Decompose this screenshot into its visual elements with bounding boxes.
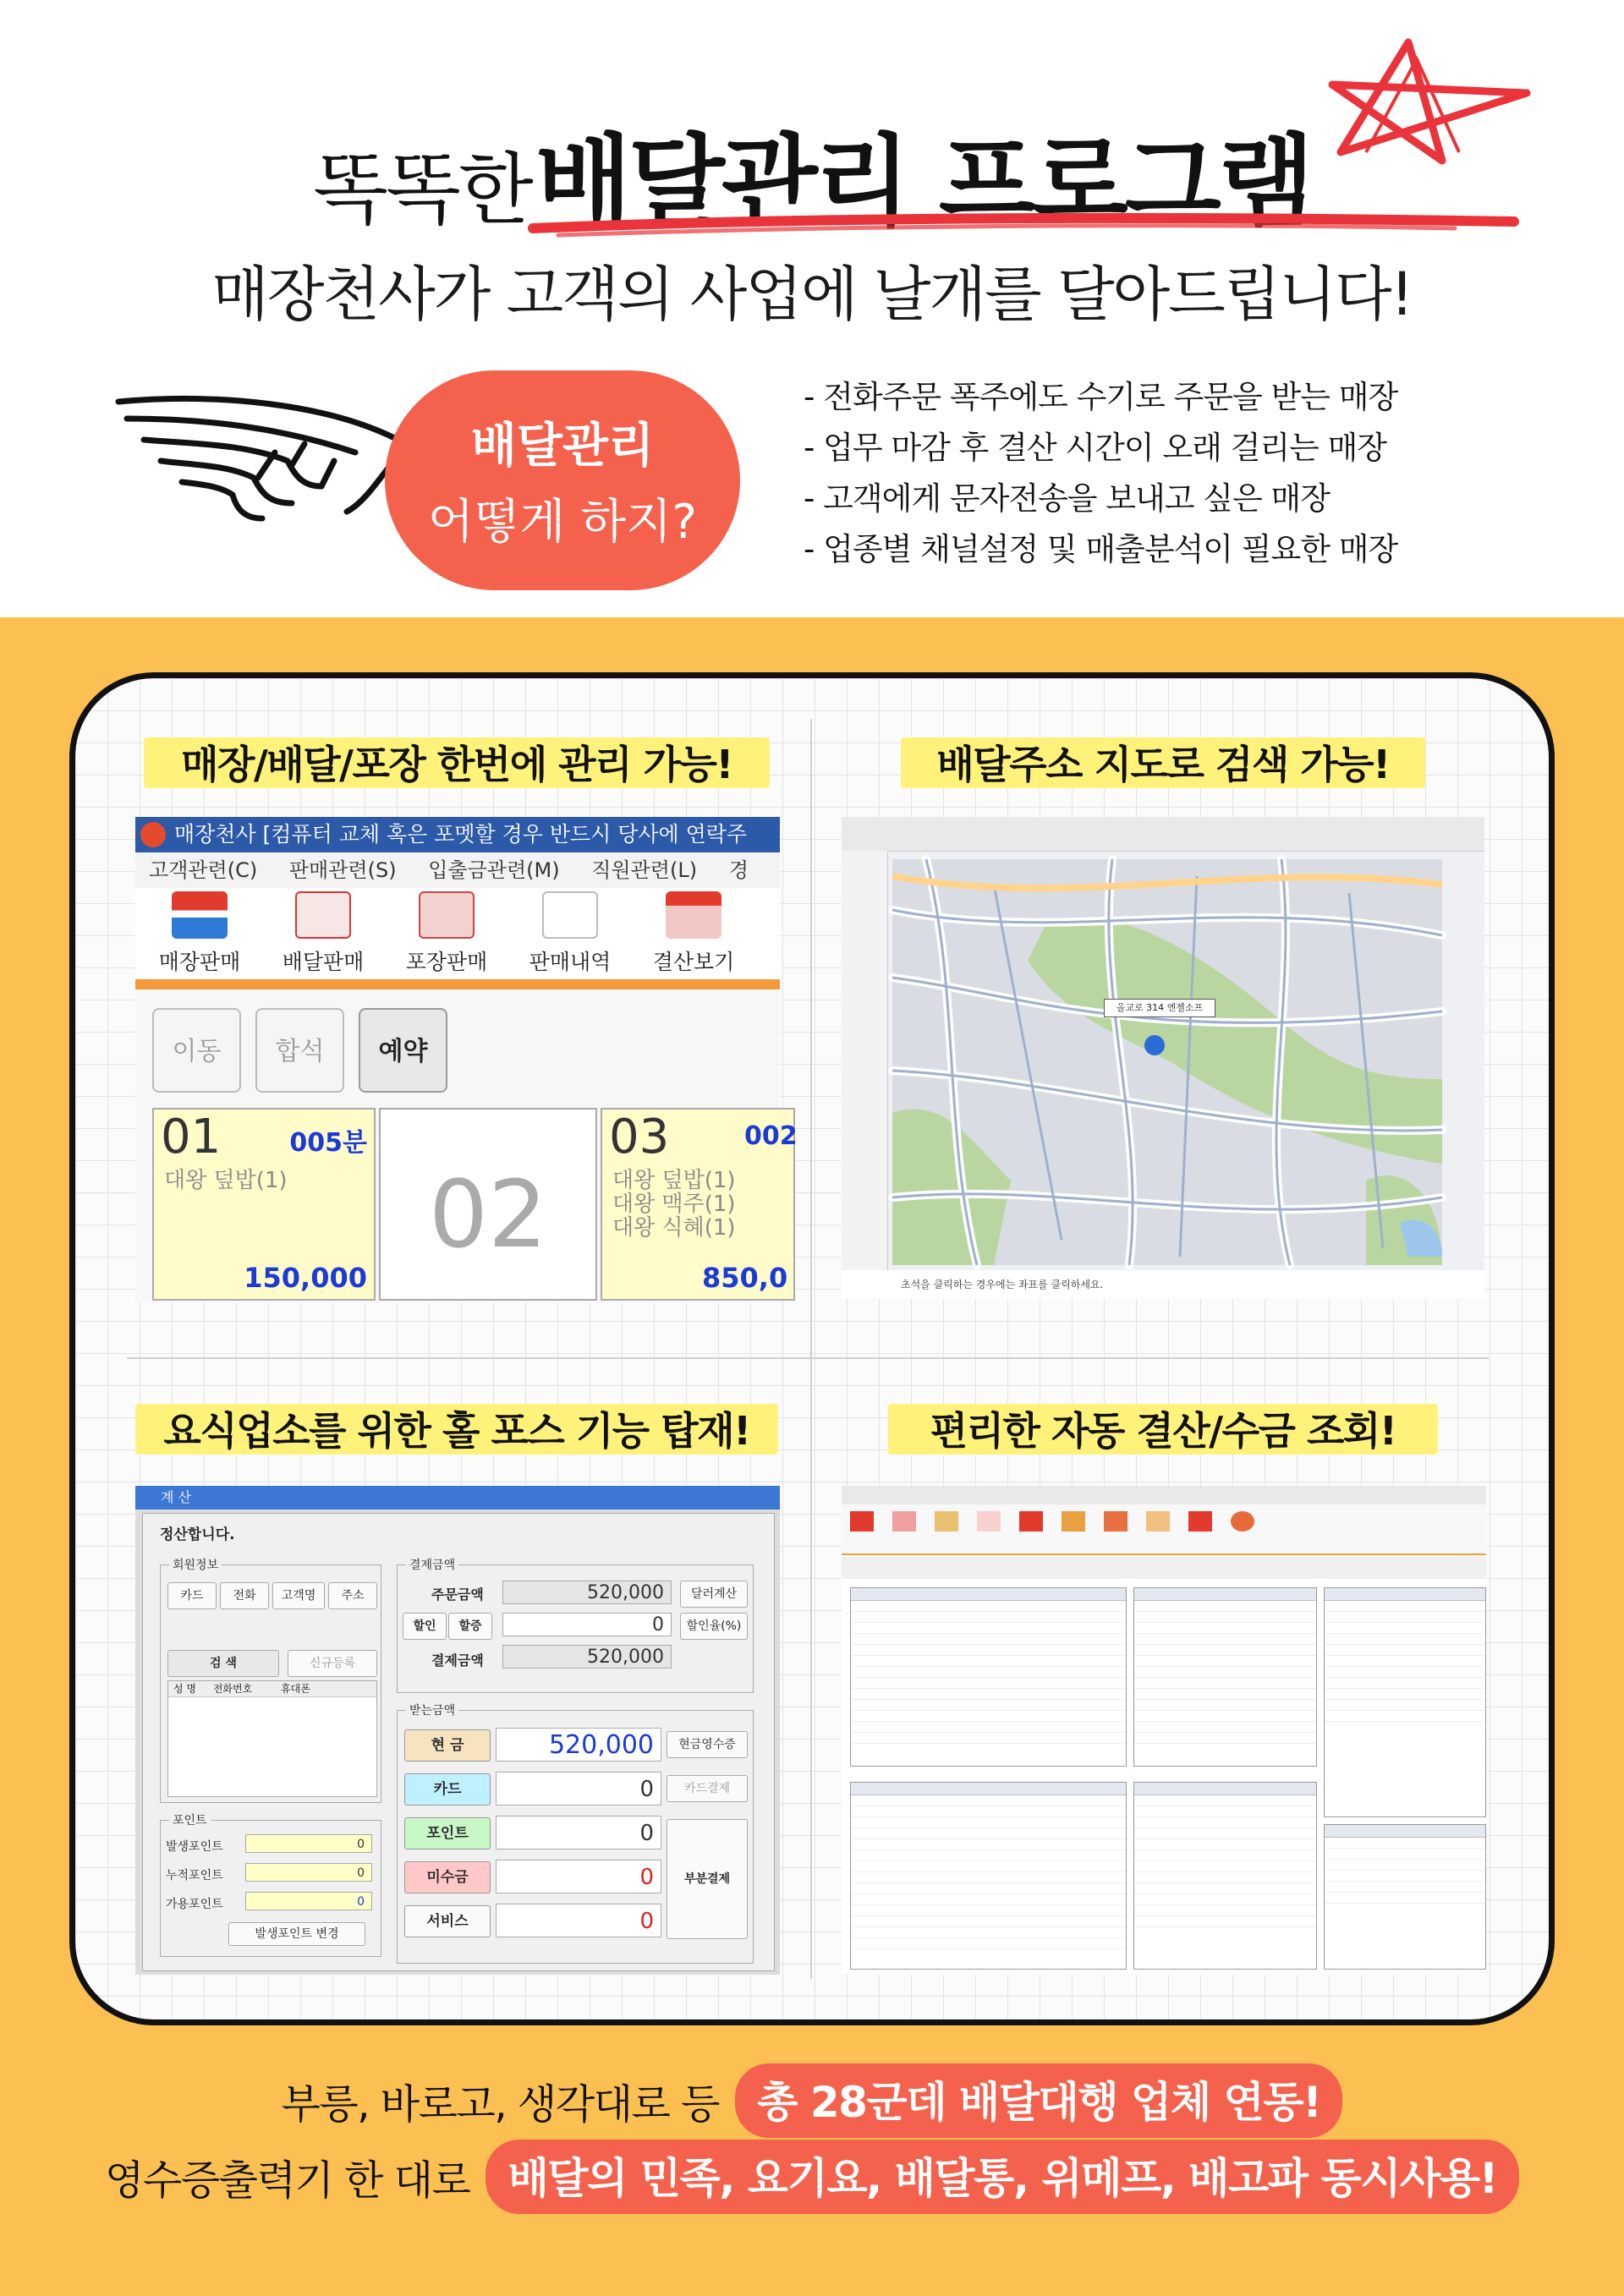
member-tab-card[interactable]: 카드 bbox=[167, 1582, 217, 1609]
bullet-list bbox=[804, 372, 1397, 575]
menu-item[interactable]: 직원관련(L) bbox=[591, 858, 698, 882]
table-number: 02 bbox=[429, 1160, 547, 1269]
pill-line1: 배달관리 bbox=[470, 419, 655, 474]
map-view[interactable] bbox=[892, 859, 1442, 1265]
toolbar-delivery-sale[interactable] bbox=[264, 891, 382, 976]
points-label: 가용포인트 bbox=[166, 1898, 223, 1911]
toolbar-takeout-sale[interactable] bbox=[387, 891, 506, 976]
map-status: 초석을 클릭하는 경우에는 좌표를 클릭하세요. bbox=[842, 1270, 1484, 1299]
screenshot-auto-settlement bbox=[842, 1486, 1486, 1975]
col-phone: 전화번호 bbox=[212, 1683, 253, 1695]
map-roads-icon bbox=[892, 859, 1442, 1265]
method-value[interactable]: 0 bbox=[496, 1860, 661, 1893]
member-list[interactable] bbox=[167, 1680, 377, 1797]
card-pay-button[interactable]: 카드결제 bbox=[667, 1775, 748, 1802]
calculator-icon bbox=[666, 891, 721, 939]
print-options-table[interactable] bbox=[1324, 1824, 1486, 1970]
bottom-text: 영수증출력기 한 대로 bbox=[105, 2156, 470, 2205]
toolbar-store-sale[interactable] bbox=[140, 891, 259, 976]
col-mobile: 휴대폰 bbox=[281, 1683, 310, 1695]
bullet-item: - 전화주문 폭주에도 수기로 주문을 받는 매장 bbox=[804, 379, 1398, 415]
points-change-button[interactable]: 발생포인트 변경 bbox=[228, 1922, 365, 1946]
discount-value[interactable]: 0 bbox=[502, 1613, 672, 1636]
vertical-divider bbox=[810, 719, 812, 1979]
group-label: 결제금액 bbox=[406, 1556, 458, 1573]
order-amount-label: 주문금액 bbox=[431, 1586, 484, 1603]
settle-value: 520,000 bbox=[502, 1645, 672, 1669]
screenshot-store-sales bbox=[135, 817, 798, 1302]
scooter-icon bbox=[295, 891, 351, 939]
search-button[interactable]: 검 색 bbox=[167, 1650, 279, 1677]
graph-icon bbox=[542, 891, 598, 939]
screenshot-pos-settlement bbox=[135, 1486, 780, 1975]
toolbar-icon[interactable] bbox=[1104, 1511, 1127, 1532]
feature-heading-4: 편리한 자동 결산/수금 조회! bbox=[930, 1408, 1396, 1454]
dialog-heading: 정산합니다. bbox=[160, 1526, 235, 1543]
bottom-badge: 배달의 민족, 요기요, 배달통, 위메프, 배고파 동시사용! bbox=[486, 2140, 1519, 2214]
method-value[interactable]: 0 bbox=[496, 1772, 661, 1806]
method-receivable[interactable]: 미수금 bbox=[404, 1861, 491, 1893]
payment-status-table[interactable] bbox=[1133, 1587, 1317, 1767]
table-minutes: 005분 bbox=[289, 1128, 367, 1158]
feature-heading-2: 배달주소 지도로 검색 가능! bbox=[936, 742, 1390, 787]
table-number: 03 bbox=[609, 1110, 670, 1164]
cash-receipt-button[interactable]: 현금영수증 bbox=[667, 1731, 748, 1758]
brush-underline-icon bbox=[524, 203, 1522, 245]
toolbar-icon[interactable] bbox=[1188, 1511, 1212, 1532]
method-cash[interactable]: 현 금 bbox=[404, 1729, 491, 1762]
wing-icon bbox=[110, 385, 414, 529]
toolbar-icon[interactable] bbox=[892, 1511, 916, 1532]
subtitle: 매장천사가 고객의 사업에 날개를 달아드립니다! bbox=[211, 260, 1413, 329]
method-card[interactable]: 카드 bbox=[404, 1773, 491, 1806]
order-item: 대왕 맥주(1) bbox=[612, 1192, 736, 1217]
menu-item[interactable]: 판매관련(S) bbox=[288, 858, 397, 882]
table-01[interactable] bbox=[152, 1108, 376, 1301]
icon-toolbar bbox=[842, 1504, 1486, 1555]
col-name: 성 명 bbox=[173, 1683, 196, 1695]
bullet-item: - 업무 마감 후 결산 시간이 오래 걸리는 매장 bbox=[804, 430, 1387, 466]
toolbar-sales-history[interactable] bbox=[511, 891, 629, 976]
member-tab-name[interactable]: 고객명 bbox=[272, 1582, 325, 1609]
surcharge-button[interactable]: 할증 bbox=[448, 1613, 492, 1640]
bottom-line-1 bbox=[0, 2063, 1624, 2138]
member-tab-address[interactable]: 주소 bbox=[328, 1582, 377, 1609]
staff-sales-table[interactable] bbox=[850, 1782, 1127, 1970]
partial-pay-button[interactable]: 부분결제 bbox=[667, 1819, 748, 1939]
discount-button[interactable]: 할인 bbox=[403, 1613, 447, 1640]
bottom-line-2 bbox=[0, 2140, 1624, 2214]
toolbar-icon[interactable] bbox=[1019, 1511, 1043, 1532]
method-service[interactable]: 서비스 bbox=[404, 1905, 491, 1937]
filter-bar bbox=[842, 1557, 1486, 1579]
toolbar-label: 판매내역 bbox=[529, 950, 612, 974]
method-value[interactable]: 0 bbox=[496, 1904, 661, 1937]
screenshot-map-search bbox=[842, 817, 1484, 1299]
menu-item[interactable]: 고객관련(C) bbox=[149, 858, 258, 882]
toolbar-label: 포장판매 bbox=[405, 950, 488, 974]
bottom-badge: 총 28군데 배달대행 업체 연동! bbox=[735, 2063, 1342, 2138]
feature-heading-1: 매장/배달/포장 한번에 관리 가능! bbox=[181, 742, 732, 787]
points-value[interactable]: 0 bbox=[245, 1863, 372, 1882]
method-value[interactable]: 0 bbox=[496, 1816, 661, 1849]
group-label: 받는금액 bbox=[406, 1701, 458, 1718]
toolbar-icon[interactable] bbox=[935, 1511, 958, 1532]
member-info-group bbox=[160, 1559, 381, 1803]
toolbar-icon[interactable] bbox=[1146, 1511, 1170, 1532]
table-items bbox=[164, 1169, 288, 1192]
map-tooltip: 올교로 314 엔젤소프 bbox=[1104, 999, 1215, 1017]
toolbar-label: 결산보기 bbox=[652, 950, 735, 974]
settle-label: 결제금액 bbox=[431, 1652, 484, 1669]
table-number: 01 bbox=[161, 1110, 222, 1164]
menu-item[interactable]: 입출금관련(M) bbox=[428, 858, 560, 882]
package-icon bbox=[419, 891, 475, 939]
discount-rate-button[interactable]: 할인율(%) bbox=[680, 1613, 748, 1640]
collection-table[interactable] bbox=[1133, 1782, 1317, 1970]
table-02[interactable] bbox=[379, 1108, 597, 1301]
app-logo-icon bbox=[140, 822, 166, 847]
order-item: 대왕 덮밥(1) bbox=[164, 1168, 288, 1193]
feature-heading-3: 요식업소를 위한 홀 포스 기능 탑재! bbox=[163, 1408, 750, 1454]
merge-button[interactable]: 합석 bbox=[255, 1008, 344, 1093]
menu-item[interactable]: 경 bbox=[728, 858, 749, 882]
window-menu bbox=[842, 1486, 1486, 1504]
table-items bbox=[612, 1169, 736, 1240]
toolbar-icon[interactable] bbox=[1231, 1511, 1254, 1532]
toolbar-icon[interactable] bbox=[850, 1511, 874, 1532]
table-price: 150,000 bbox=[244, 1262, 367, 1294]
star-scribble-icon bbox=[1315, 25, 1552, 178]
toolbar-settlement[interactable] bbox=[634, 891, 753, 976]
bullet-item: - 고객에게 문자전송을 보내고 싶은 매장 bbox=[804, 480, 1330, 517]
window-titlebar bbox=[135, 817, 780, 852]
pay-amount-group bbox=[397, 1559, 754, 1693]
menu-sales-table[interactable] bbox=[850, 1587, 1127, 1767]
table-price: 850,0 bbox=[702, 1262, 788, 1294]
points-value[interactable]: 0 bbox=[245, 1834, 372, 1853]
received-group bbox=[397, 1704, 754, 1964]
toolbar bbox=[135, 888, 780, 979]
member-tab-phone[interactable]: 전화 bbox=[220, 1582, 269, 1609]
side-panel bbox=[842, 851, 888, 1299]
order-item: 대왕 덮밥(1) bbox=[612, 1168, 736, 1193]
points-label: 발생포인트 bbox=[166, 1840, 223, 1854]
points-label: 누적포인트 bbox=[166, 1869, 223, 1882]
deposit-table[interactable] bbox=[1324, 1587, 1486, 1817]
window-title: 매장천사 [컴퓨터 교체 혹은 포멧할 경우 반드시 당사에 연락주 bbox=[174, 822, 748, 847]
title-bold: 배달관리 프로그램 bbox=[535, 123, 1311, 240]
store-icon bbox=[172, 891, 228, 939]
dollar-calc-button[interactable]: 달러계산 bbox=[680, 1581, 748, 1608]
bottom-text: 부릉, 바로고, 생각대로 등 bbox=[281, 2080, 720, 2129]
method-point[interactable]: 포인트 bbox=[404, 1817, 491, 1849]
orange-bar bbox=[135, 979, 780, 989]
pill-line2: 어떻게 하지? bbox=[427, 495, 697, 550]
points-value[interactable]: 0 bbox=[245, 1892, 372, 1910]
order-item: 대왕 식혜(1) bbox=[612, 1215, 736, 1241]
table-minutes: 002 bbox=[744, 1121, 798, 1151]
bullet-item: - 업종별 채널설정 및 매출분석이 필요한 매장 bbox=[804, 531, 1398, 567]
toolbar-label: 배달판매 bbox=[282, 950, 365, 974]
horizontal-divider bbox=[127, 1357, 1489, 1359]
order-amount-value: 520,000 bbox=[502, 1581, 672, 1604]
reserve-button[interactable]: 예약 bbox=[359, 1008, 447, 1093]
toolbar-label: 매장판매 bbox=[158, 950, 241, 974]
pill-badge bbox=[385, 370, 740, 590]
table-area bbox=[135, 989, 798, 1302]
new-register-button[interactable]: 신규등록 bbox=[288, 1650, 377, 1677]
points-group bbox=[160, 1814, 381, 1957]
move-button[interactable]: 이동 bbox=[152, 1008, 241, 1093]
method-value[interactable]: 520,000 bbox=[496, 1728, 661, 1762]
group-label: 회원정보 bbox=[169, 1556, 222, 1573]
window-toolbar bbox=[842, 817, 1484, 852]
toolbar-icon[interactable] bbox=[1062, 1511, 1085, 1532]
window-title: 계 산 bbox=[135, 1486, 780, 1510]
table-03[interactable] bbox=[601, 1108, 798, 1301]
settlement-dialog bbox=[142, 1513, 775, 1971]
menu-bar bbox=[135, 852, 780, 888]
toolbar-icon[interactable] bbox=[977, 1511, 1001, 1532]
title-light: 똑똑한 bbox=[313, 145, 531, 235]
group-label: 포인트 bbox=[169, 1811, 211, 1828]
